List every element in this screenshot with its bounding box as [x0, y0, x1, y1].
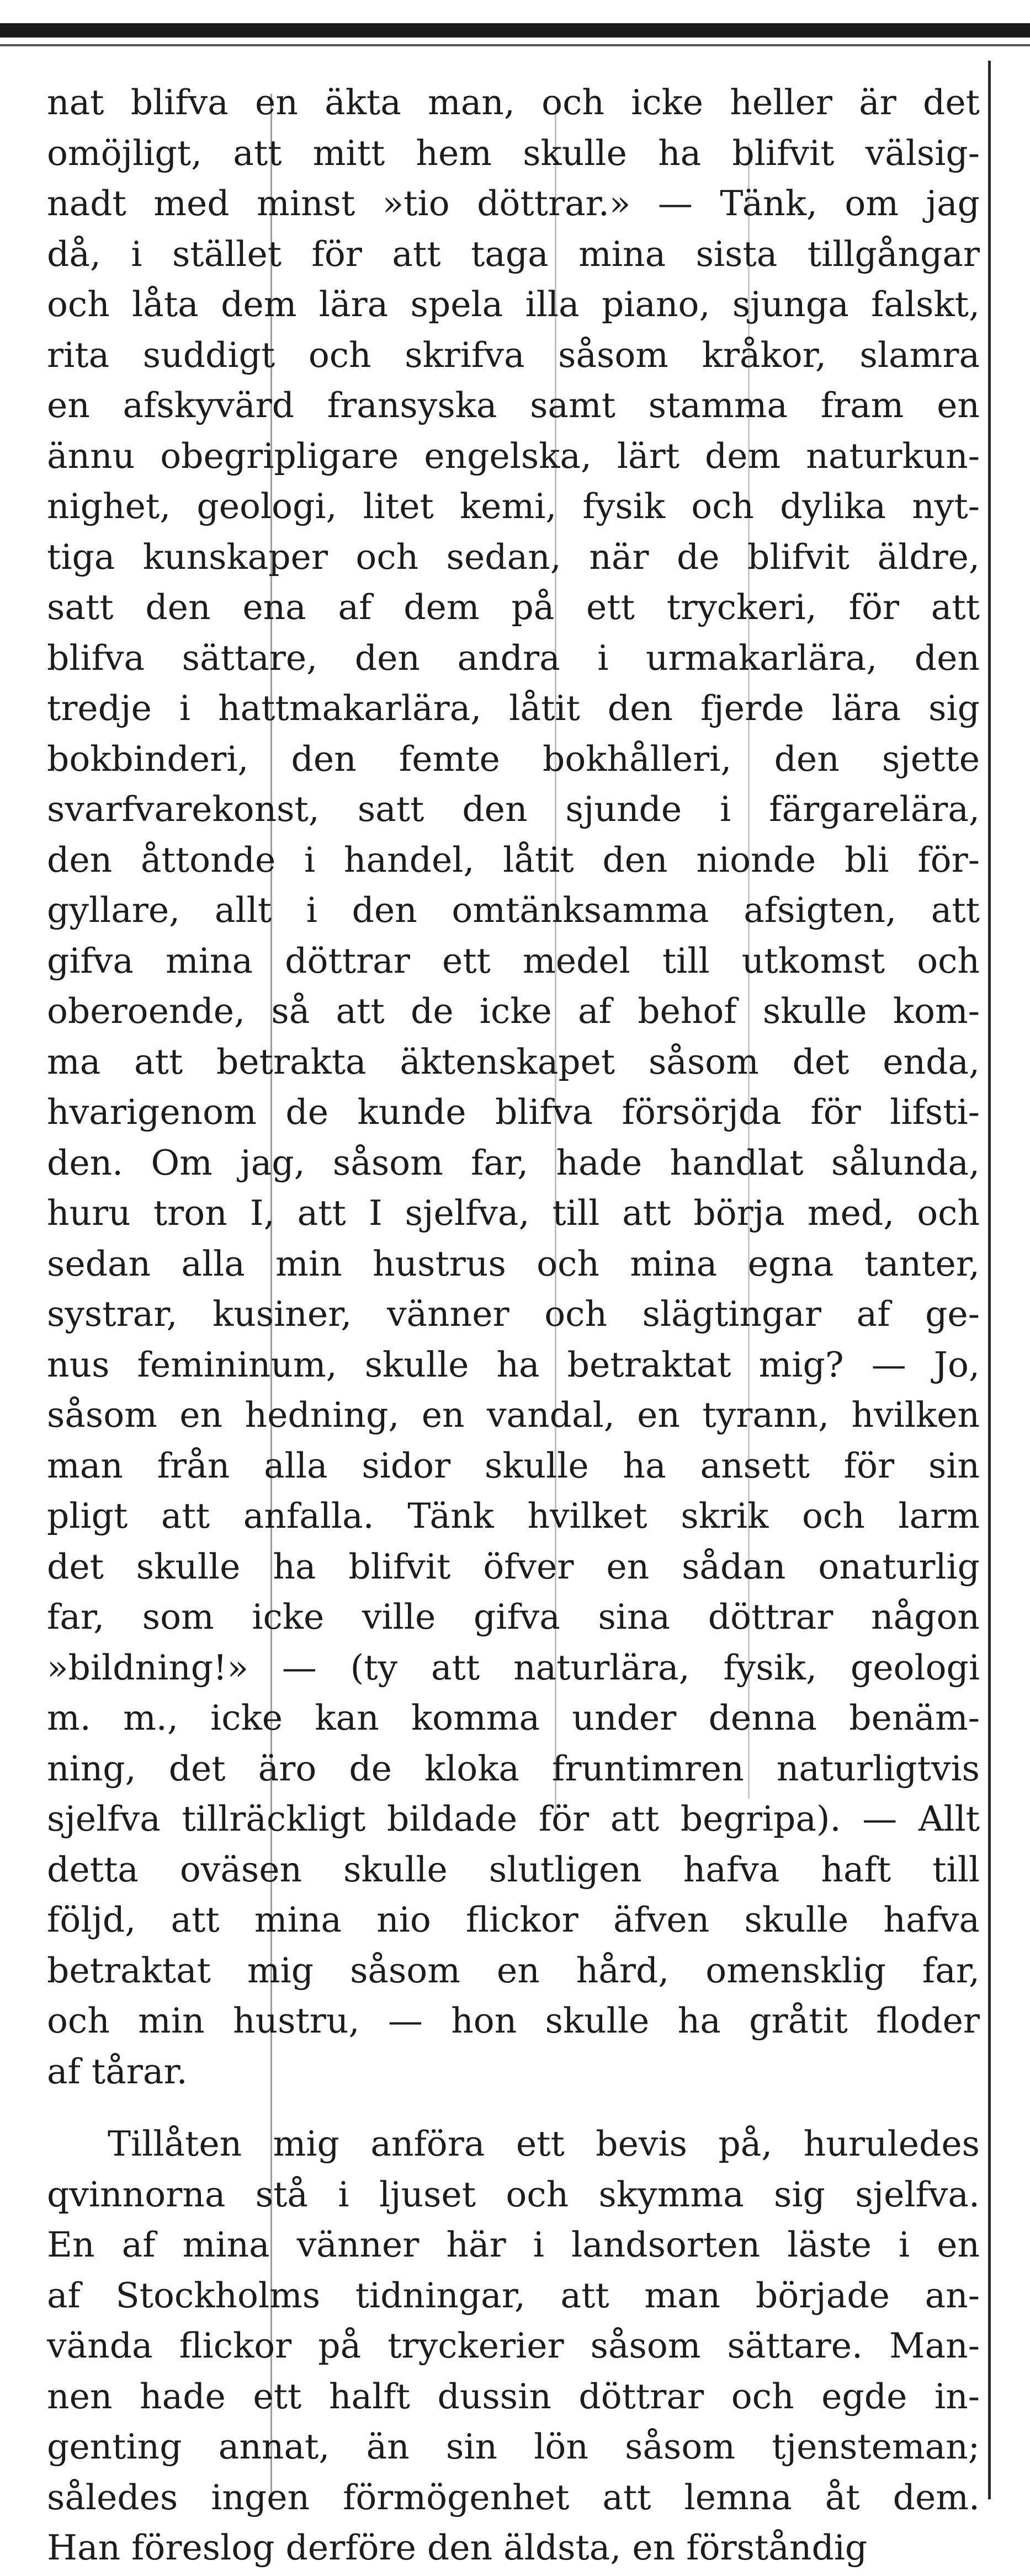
- article-paragraph-1: [47, 77, 980, 2097]
- text-line: [47, 380, 980, 431]
- text-line: [47, 330, 980, 381]
- text-line-content: svarfvarekonst, satt den sjunde i färgarelära,: [47, 789, 980, 829]
- text-line: [47, 77, 980, 128]
- text-line-content: af Stockholms tidningar, att man började an-: [47, 2275, 980, 2316]
- text-line-content: af tårar.: [47, 2051, 188, 2092]
- text-line-content: ännu obegripligare engelska, lärt dem naturkun-: [47, 435, 980, 476]
- text-line-content: hvarigenom de kunde blifva försörjda för lifsti-: [47, 1092, 980, 1132]
- text-line-content: nadt med minst »tio döttrar.» — Tänk, om jag: [47, 183, 980, 223]
- text-line-content: huru tron I, att I sjelfva, till att börja med, och: [47, 1193, 980, 1233]
- text-line-content: gyllare, allt i den omtänksamma afsigten, att: [47, 890, 980, 930]
- text-line-content: följd, att mina nio flickor äfven skulle hafva: [47, 1900, 980, 1940]
- text-line-content: sedan alla min hustrus och mina egna tanter,: [47, 1243, 980, 1284]
- text-line-content: och låta dem lära spela illa piano, sjunga falskt,: [47, 284, 980, 324]
- text-line: [47, 835, 980, 886]
- text-line-content: Han föreslog derföre den äldsta, en förståndig: [47, 2527, 868, 2568]
- text-line-content: gifva mina döttrar ett medel till utkomst och: [47, 940, 980, 981]
- text-line: [47, 178, 980, 229]
- text-line: [47, 532, 980, 583]
- text-line-content: En af mina vänner här i landsorten läste i en: [47, 2225, 980, 2265]
- text-line: [47, 1441, 980, 1491]
- text-line: [47, 431, 980, 482]
- text-line: [47, 2321, 980, 2371]
- text-line: [47, 229, 980, 280]
- text-line: [47, 1239, 980, 1289]
- text-line: [47, 2522, 980, 2573]
- text-line-content: nighet, geologi, litet kemi, fysik och dylika nyt-: [47, 486, 980, 526]
- column-divider-rule: [988, 61, 991, 2499]
- paragraph-gap: [47, 2097, 980, 2119]
- text-line: [47, 1390, 980, 1441]
- text-line-content: betraktat mig såsom en hård, omensklig far,: [47, 1950, 980, 1991]
- text-line: [47, 2472, 980, 2523]
- text-line: [47, 1693, 980, 1743]
- text-line: [47, 1087, 980, 1138]
- text-line-content: oberoende, så att de icke af behof skulle kom-: [47, 991, 980, 1031]
- text-line-content: en afskyvärd fransyska samt stamma fram en: [47, 385, 980, 425]
- text-line: [47, 633, 980, 684]
- text-line: [47, 1945, 980, 1996]
- text-line: [47, 2119, 980, 2169]
- text-line-content: m. m., icke kan komma under denna benäm-: [47, 1698, 980, 1738]
- text-line: [47, 1642, 980, 1693]
- text-line-content: bokbinderi, den femte bokhålleri, den sjette: [47, 738, 980, 779]
- text-line: [47, 1996, 980, 2046]
- text-line: [47, 582, 980, 633]
- article-paragraph-2: [47, 2119, 980, 2573]
- text-line: [47, 2220, 980, 2270]
- text-line: [47, 784, 980, 835]
- text-line-content: nen hade ett halft dussin döttrar och egde in-: [47, 2376, 980, 2417]
- text-line-content: och min hustru, — hon skulle ha gråtit floder: [47, 2001, 980, 2041]
- text-line: [47, 1491, 980, 1542]
- text-line: [47, 1592, 980, 1642]
- top-border-rule: [0, 23, 1030, 38]
- text-line: [47, 481, 980, 532]
- text-line-content: far, som icke ville gifva sina döttrar någon: [47, 1597, 980, 1637]
- text-line-content: satt den ena af dem på ett tryckeri, för att: [47, 587, 980, 627]
- text-line-content: pligt att anfalla. Tänk hvilket skrik och larm: [47, 1496, 980, 1536]
- text-line: [47, 2422, 980, 2472]
- text-line: [47, 1743, 980, 1794]
- text-line-content: blifva sättare, den andra i urmakarlära, den: [47, 637, 980, 678]
- text-line-content: nat blifva en äkta man, och icke heller är det: [47, 82, 980, 122]
- text-line: [47, 1138, 980, 1188]
- text-line: [47, 734, 980, 785]
- text-line: [47, 128, 980, 179]
- text-line-content: såsom en hedning, en vandal, en tyrann, hvilken: [47, 1395, 980, 1435]
- text-line: [47, 1188, 980, 1239]
- text-line-content: man från alla sidor skulle ha ansett för sin: [47, 1445, 980, 1486]
- text-line: [47, 936, 980, 986]
- text-line: [47, 986, 980, 1037]
- text-line: [47, 2270, 980, 2321]
- text-line: [47, 1895, 980, 1945]
- text-line: [47, 2169, 980, 2220]
- article-column: [47, 77, 980, 2573]
- text-line-content: det skulle ha blifvit öfver en sådan onaturlig: [47, 1546, 980, 1587]
- text-line: [47, 1542, 980, 1592]
- text-line-content: omöjligt, att mitt hem skulle ha blifvit välsig-: [47, 132, 980, 173]
- text-line: [47, 1340, 980, 1390]
- text-line-content: rita suddigt och skrifva såsom kråkor, slamra: [47, 334, 980, 375]
- text-line: [47, 1037, 980, 1087]
- text-line-content: Tillåten mig anföra ett bevis på, huruledes: [108, 2124, 980, 2164]
- text-line: [47, 2046, 980, 2097]
- top-border-thin-rule: [0, 44, 1030, 46]
- text-line-content: tiga kunskaper och sedan, när de blifvit äldre,: [47, 536, 980, 577]
- text-line-content: qvinnorna stå i ljuset och skymma sig sjelfva.: [47, 2174, 980, 2215]
- text-line-content: den. Om jag, såsom far, hade handlat sålunda,: [47, 1142, 980, 1183]
- text-line-content: således ingen förmögenhet att lemna åt dem.: [47, 2477, 980, 2518]
- text-line-content: sjelfva tillräckligt bildade för att begripa). — Allt: [47, 1799, 980, 1839]
- text-line: [47, 1794, 980, 1844]
- text-line-content: »bildning!» — (ty att naturlära, fysik, geologi: [47, 1647, 980, 1688]
- text-line-content: då, i stället för att taga mina sista tillgångar: [47, 233, 980, 274]
- text-line-content: ma att betrakta äktenskapet såsom det enda,: [47, 1041, 980, 1082]
- text-line-content: genting annat, än sin lön såsom tjensteman;: [47, 2426, 980, 2467]
- text-line: [47, 2371, 980, 2422]
- text-line-content: ning, det äro de kloka fruntimren naturligtvis: [47, 1748, 980, 1789]
- text-line: [47, 1289, 980, 1340]
- text-line-content: nus femininum, skulle ha betraktat mig? — Jo,: [47, 1344, 980, 1385]
- text-line: [47, 885, 980, 936]
- text-line-content: systrar, kusiner, vänner och slägtingar af ge-: [47, 1294, 980, 1334]
- text-line-content: tredje i hattmakarlära, låtit den fjerde lära sig: [47, 688, 980, 728]
- text-line-content: detta oväsen skulle slutligen hafva haft till: [47, 1849, 980, 1890]
- text-line-content: vända flickor på tryckerier såsom sättare. Man-: [47, 2326, 980, 2366]
- text-line: [47, 683, 980, 734]
- text-line: [47, 1844, 980, 1895]
- text-line-content: den åttonde i handel, låtit den nionde bli för-: [47, 839, 980, 880]
- text-line: [47, 279, 980, 330]
